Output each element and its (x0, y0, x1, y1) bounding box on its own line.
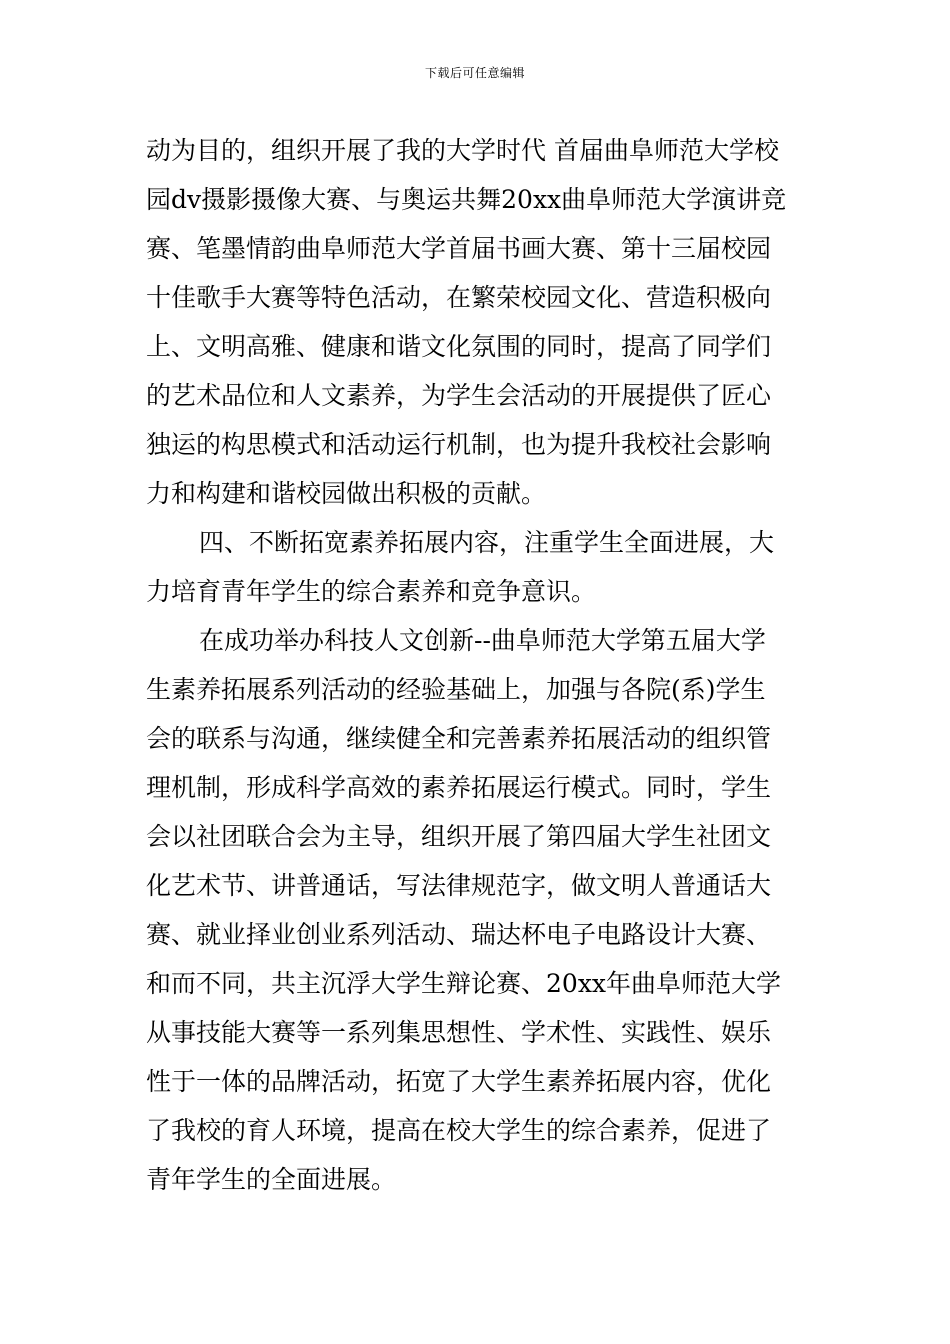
text-line: 青年学生的全面进展。 (146, 1165, 397, 1194)
text-line: 十佳歌手大赛等特色活动，在繁荣校园文化、营造积极向 (146, 283, 772, 312)
paragraph-start-line: 在成功举办科技人文创新--曲阜师范大学第五届大学 (199, 626, 766, 655)
text-line: 了我校的育人环境，提高在校大学生的综合素养，促进了 (146, 1116, 772, 1145)
text-line: 上、文明高雅、健康和谐文化氛围的同时，提高了同学们 (146, 332, 772, 361)
text-line: 会以社团联合会为主导，组织开展了第四届大学生社团文 (146, 822, 772, 851)
text-line: 理机制，形成科学高效的素养拓展运行模式。同时，学生 (146, 773, 772, 802)
text-line: 的艺术品位和人文素养，为学生会活动的开展提供了匠心 (146, 381, 772, 410)
text-line: 性于一体的品牌活动，拓宽了大学生素养拓展内容，优化 (146, 1067, 772, 1096)
section-heading-line: 四、不断拓宽素养拓展内容，注重学生全面进展，大 (199, 528, 775, 557)
section-heading-line: 力培育青年学生的综合素养和竞争意识。 (146, 577, 597, 606)
text-line: 力和构建和谐校园做出积极的贡献。 (146, 479, 547, 508)
text-line: 从事技能大赛等一系列集思想性、学术性、实践性、娱乐 (146, 1018, 772, 1047)
text-line: 化艺术节、讲普通话，写法律规范字，做文明人普通话大 (146, 871, 772, 900)
text-line: 生素养拓展系列活动的经验基础上，加强与各院(系)学生 (146, 675, 766, 704)
text-line: 会的联系与沟通，继续健全和完善素养拓展活动的组织管 (146, 724, 772, 753)
page-header: 下载后可任意编辑 (424, 66, 525, 80)
text-line: 园dv摄影摄像大赛、与奥运共舞20xx曲阜师范大学演讲竞 (146, 185, 787, 214)
text-line: 独运的构思模式和活动运行机制，也为提升我校社会影响 (146, 430, 772, 459)
text-line: 和而不同，共主沉浮大学生辩论赛、20xx年曲阜师范大学 (146, 969, 782, 998)
text-line: 动为目的，组织开展了我的大学时代 首届曲阜师范大学校 (146, 136, 779, 165)
text-line: 赛、就业择业创业系列活动、瑞达杯电子电路设计大赛、 (146, 920, 772, 949)
text-line: 赛、笔墨情韵曲阜师范大学首届书画大赛、第十三届校园 (146, 234, 772, 263)
document-body (146, 126, 811, 1204)
